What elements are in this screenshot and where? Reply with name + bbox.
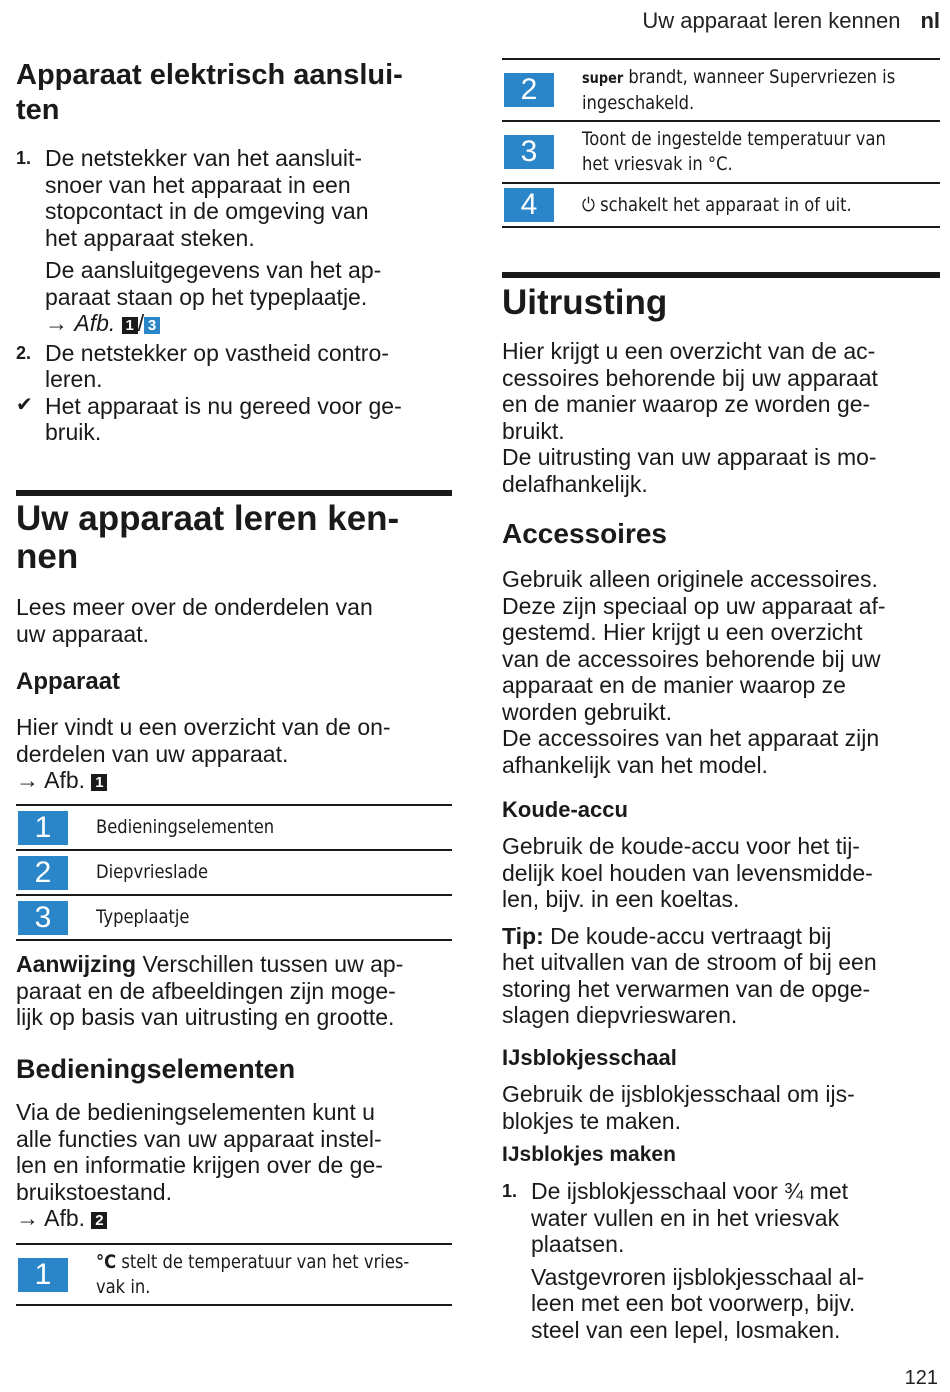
step-line: steel van een lepel, losmaken.	[531, 1316, 841, 1343]
text-line: apparaat en de manier waarop ze	[502, 672, 846, 698]
table-row	[16, 806, 452, 851]
text-line: Gebruik de koude-accu voor het tij-	[502, 833, 860, 859]
text-line: len en informatie krijgen over de ge-	[16, 1152, 383, 1178]
running-header	[642, 8, 940, 34]
connect-step-1	[16, 145, 452, 337]
connect-title-line: Apparaat elektrisch aanslui-	[16, 59, 403, 91]
text-line: brandt, wanneer Supervriezen is	[623, 65, 896, 88]
step-line: het apparaat steken.	[45, 224, 255, 251]
header-language: nl	[920, 8, 940, 33]
text-line: bruikstoestand.	[16, 1178, 172, 1205]
table-row	[16, 896, 452, 941]
row-number-badge: 4	[504, 188, 554, 222]
text-line: De koude-accu vertraagt bij	[543, 922, 832, 949]
text-line: ingeschakeld.	[582, 91, 695, 114]
apparaat-title: Apparaat	[16, 668, 121, 695]
row-number-badge: 3	[18, 901, 68, 935]
section-apparaat	[16, 668, 452, 794]
row-text	[582, 193, 852, 218]
figure-ref-separator: /	[137, 310, 145, 336]
equipment-intro	[502, 338, 940, 497]
text-line: Deze zijn speciaal op uw apparaat af-	[502, 592, 886, 619]
page-number: 121	[904, 1367, 938, 1389]
result-line: Het apparaat is nu gereed voor ge-	[45, 392, 402, 419]
text-line: Gebruik de ijsblokjesschaal om ijs-	[502, 1081, 855, 1107]
text-line: len, bijv. in een koeltas.	[502, 886, 740, 912]
know-title-line: Uw apparaat leren ken-	[16, 499, 400, 538]
row-number-badge: 2	[504, 73, 554, 107]
controls-table-left	[16, 1243, 452, 1306]
section-equipment	[502, 284, 940, 497]
text-line: paraat en de afbeeldingen zijn moge-	[16, 977, 396, 1004]
power-icon: ⏻	[582, 193, 595, 216]
text-line: alle functies van uw apparaat instel-	[16, 1125, 382, 1152]
text-line: slagen diepvrieswaren.	[502, 1002, 738, 1028]
text-line: Lees meer over de onderdelen van	[16, 594, 373, 620]
text-line: het vriesvak in °C.	[582, 153, 733, 175]
section-divider	[16, 490, 452, 496]
text-line: blokjes te maken.	[502, 1107, 681, 1134]
know-intro	[16, 594, 452, 647]
section-coldpack	[502, 797, 942, 1029]
text-line: lijk op basis van uitrusting en grootte.	[16, 1004, 395, 1030]
apparaat-intro	[16, 714, 452, 794]
text-line: derdelen van uw apparaat.	[16, 740, 289, 767]
row-number-badge: 3	[504, 135, 554, 169]
step-line: leen met een bot voorwerp, bijv.	[531, 1290, 856, 1316]
step-line: water vullen en in het vriesvak	[531, 1204, 840, 1231]
header-section: Uw apparaat leren kennen	[642, 8, 901, 33]
section-know	[16, 500, 452, 647]
text-line: en de manier waarop ze worden ge-	[502, 391, 871, 417]
row-text	[96, 1250, 409, 1300]
arrow-right-icon: →	[45, 310, 68, 336]
text-line: schakelt het apparaat in of uit.	[594, 193, 852, 216]
connect-steps	[16, 145, 452, 446]
step-line: plaatsen.	[531, 1231, 625, 1257]
accessories-intro	[502, 566, 942, 778]
figure-ref-label: Afb.	[74, 310, 116, 336]
super-symbol: super	[582, 68, 624, 87]
connect-step-2	[16, 340, 452, 393]
icetray-steps	[502, 1178, 942, 1343]
text-line: storing het verwarmen van de opge-	[502, 975, 871, 1002]
row-text: Diepvrieslade	[96, 861, 209, 883]
connect-title	[16, 58, 452, 128]
row-text: Bedieningselementen	[96, 816, 275, 838]
step-line: De aansluitgegevens van het ap-	[45, 257, 382, 283]
row-number-badge: 1	[18, 1258, 68, 1292]
celsius-symbol: °C	[96, 1250, 117, 1273]
step-line: leren.	[45, 366, 103, 392]
know-title	[16, 500, 452, 576]
figure-ref-label: Afb.	[44, 767, 86, 793]
apparaat-note	[16, 951, 456, 1031]
accessories-title: Accessoires	[502, 518, 668, 549]
connect-title-line: ten	[16, 94, 60, 126]
text-line: van de accessoires behorende bij uw	[502, 645, 881, 672]
text-line: stelt de temperatuur van het vries-	[116, 1250, 410, 1273]
icetray-intro	[502, 1081, 942, 1134]
figure-ref-label: Afb.	[44, 1205, 86, 1231]
checkmark-icon: ✔	[16, 393, 33, 416]
step-line: paraat staan op het typeplaatje.	[45, 283, 368, 310]
table-row	[16, 851, 452, 896]
table-row	[502, 122, 940, 184]
text-line: Toont de ingestelde temperatuur van	[582, 128, 886, 150]
controls-table-right	[502, 58, 940, 228]
row-text	[582, 65, 895, 116]
table-row	[16, 1245, 452, 1306]
text-line: cessoires behorende bij uw apparaat	[502, 364, 878, 391]
figure-number-box: 3	[144, 317, 160, 334]
text-line: uw apparaat.	[16, 620, 149, 647]
section-accessories	[502, 518, 942, 778]
icetray-title: IJsblokjesschaal	[502, 1045, 677, 1070]
table-row	[502, 184, 940, 228]
text-line: Gebruik alleen originele accessoires.	[502, 566, 878, 592]
text-line: delafhankelijk.	[502, 470, 648, 497]
step-number: 1.	[502, 1181, 518, 1201]
row-number-badge: 2	[18, 856, 68, 890]
step-line: De netstekker op vastheid contro-	[45, 339, 389, 366]
know-title-line: nen	[16, 537, 79, 576]
coldpack-intro	[502, 833, 942, 913]
controls-intro	[16, 1099, 452, 1232]
section-icetray	[502, 1045, 942, 1343]
note-label: Aanwijzing	[16, 951, 137, 977]
row-number-badge: 1	[18, 811, 68, 845]
result-line: bruik.	[45, 419, 102, 445]
text-line: worden gebruikt.	[502, 698, 673, 725]
controls-title: Bedieningselementen	[16, 1054, 296, 1084]
equipment-title: Uitrusting	[502, 283, 668, 322]
step-line: snoer van het apparaat in een	[45, 171, 351, 198]
text-line: Verschillen tussen uw ap-	[136, 951, 404, 977]
figure-number-box: 2	[91, 1212, 107, 1229]
step-number: 1.	[16, 148, 32, 168]
text-line: Hier krijgt u een overzicht van de ac-	[502, 338, 876, 364]
coldpack-title: Koude-accu	[502, 797, 628, 822]
step-line: De ijsblokjesschaal voor ¾ met	[531, 1178, 849, 1204]
text-line: het uitvallen van de stroom of bij een	[502, 949, 877, 975]
row-text: Typeplaatje	[96, 906, 190, 928]
section-divider	[502, 272, 940, 278]
figure-reference	[16, 1205, 452, 1232]
step-line: Vastgevroren ijsblokjesschaal al-	[531, 1263, 865, 1290]
text-line: delijk koel houden van levensmidde-	[502, 859, 873, 886]
text-line: afhankelijk van het model.	[502, 751, 768, 778]
text-line: De accessoires van het apparaat zijn	[502, 725, 880, 751]
arrow-right-icon: →	[16, 767, 39, 793]
icetray-subtitle: IJsblokjes maken	[502, 1143, 676, 1166]
text-line: Hier vindt u een overzicht van de on-	[16, 714, 391, 740]
text-line: bruikt.	[502, 417, 565, 444]
step-number: 2.	[16, 342, 32, 363]
connect-result	[16, 393, 452, 446]
text-line: gestemd. Hier krijgt u een overzicht	[502, 619, 863, 645]
figure-reference	[45, 310, 452, 337]
apparaat-parts-table	[16, 804, 452, 941]
step-line: stopcontact in de omgeving van	[45, 198, 369, 224]
figure-number-box: 1	[91, 774, 107, 791]
row-text	[582, 127, 886, 177]
text-line: De uitrusting van uw apparaat is mo-	[502, 444, 877, 470]
section-controls	[16, 1053, 452, 1232]
coldpack-tip	[502, 923, 942, 1029]
section-connect	[16, 58, 452, 446]
step-line: De netstekker van het aansluit-	[45, 145, 363, 171]
icetray-step-1	[502, 1178, 942, 1343]
table-row	[502, 60, 940, 122]
figure-number-box: 1	[122, 317, 138, 334]
arrow-right-icon: →	[16, 1205, 39, 1231]
text-line: Via de bedieningselementen kunt u	[16, 1099, 375, 1125]
text-line: vak in.	[96, 1275, 151, 1298]
tip-label: Tip:	[502, 922, 544, 949]
figure-reference	[16, 767, 452, 794]
